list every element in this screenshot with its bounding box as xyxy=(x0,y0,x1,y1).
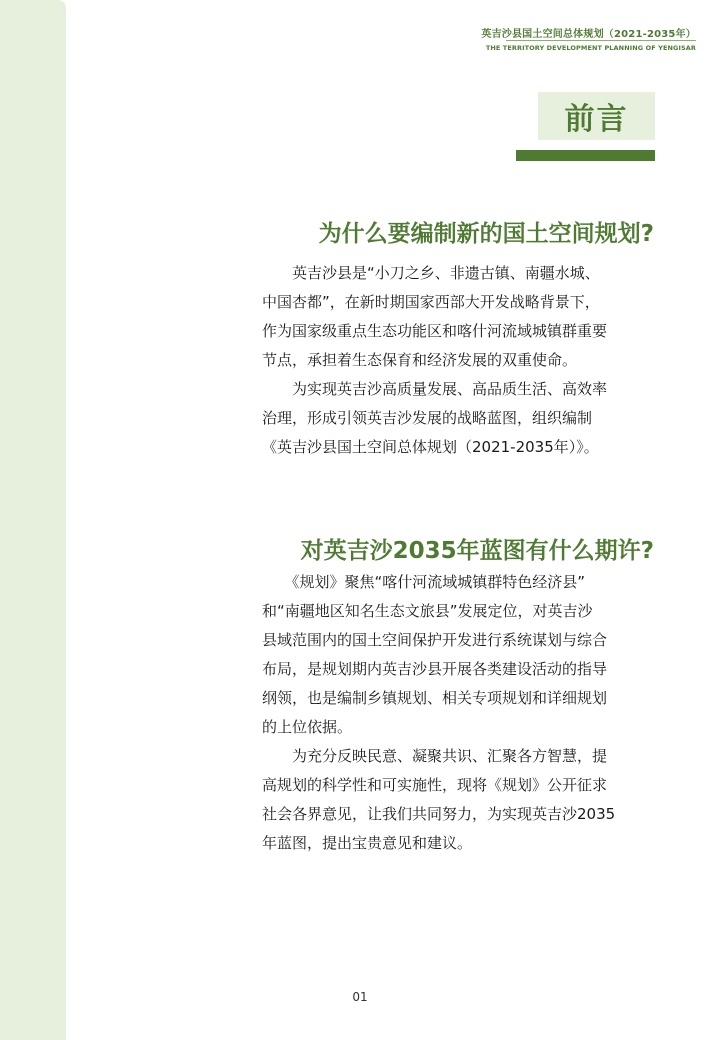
header-divider xyxy=(506,40,696,41)
paragraph-line: 的上位依据。 xyxy=(262,718,353,736)
section-1-heading: 为什么要编制新的国土空间规划? xyxy=(318,221,654,247)
paragraph-line: 高规划的科学性和可实施性，现将《规划》公开征求 xyxy=(262,776,608,794)
paragraph-line: 为充分反映民意、凝聚共识、汇聚各方智慧，提 xyxy=(262,747,608,765)
paragraph-line: 节点，承担着生态保育和经济发展的双重使命。 xyxy=(262,351,578,369)
section-1-body xyxy=(262,259,642,462)
title-accent-bar xyxy=(516,150,655,161)
paragraph-line: 县域范围内的国土空间保护开发进行系统谋划与综合 xyxy=(262,631,608,649)
paragraph-line: 《规划》聚焦“喀什河流域城镇群特色经济县” xyxy=(262,573,586,591)
page-title: 前言 xyxy=(564,102,629,137)
paragraph-line: 作为国家级重点生态功能区和喀什河流域城镇群重要 xyxy=(262,322,608,340)
header-title-en: THE TERRITORY DEVELOPMENT PLANNING OF YENGISAR xyxy=(485,44,696,52)
side-band xyxy=(0,0,66,1040)
paragraph-line: 中国杏都”，在新时期国家西部大开发战略背景下， xyxy=(262,293,600,311)
page-number: 01 xyxy=(352,990,368,1004)
paragraph-line: 布局，是规划期内英吉沙县开展各类建设活动的指导 xyxy=(262,660,608,678)
paragraph-line: 《英吉沙县国土空间总体规划（2021-2035年）》。 xyxy=(262,438,599,456)
paragraph-line: 纲领，也是编制乡镇规划、相关专项规划和详细规划 xyxy=(262,689,608,707)
paragraph-line: 社会各界意见，让我们共同努力，为实现英吉沙2035 xyxy=(262,805,616,823)
paragraph-line: 为实现英吉沙高质量发展、高品质生活、高效率 xyxy=(262,380,608,398)
paragraph-line: 和“南疆地区知名生态文旅县”发展定位，对英吉沙 xyxy=(262,602,593,620)
section-2-heading: 对英吉沙2035年蓝图有什么期许? xyxy=(300,538,654,564)
page-title-box xyxy=(538,92,655,140)
paragraph-line: 治理，形成引领英吉沙发展的战略蓝图，组织编制 xyxy=(262,409,593,427)
paragraph-line: 英吉沙县是“小刀之乡、非遗古镇、南疆水城、 xyxy=(262,264,600,282)
header-title-cn: 英吉沙县国土空间总体规划（2021-2035年） xyxy=(481,29,696,40)
paragraph-line: 年蓝图，提出宝贵意见和建议。 xyxy=(262,834,473,852)
section-2-body xyxy=(262,568,642,858)
